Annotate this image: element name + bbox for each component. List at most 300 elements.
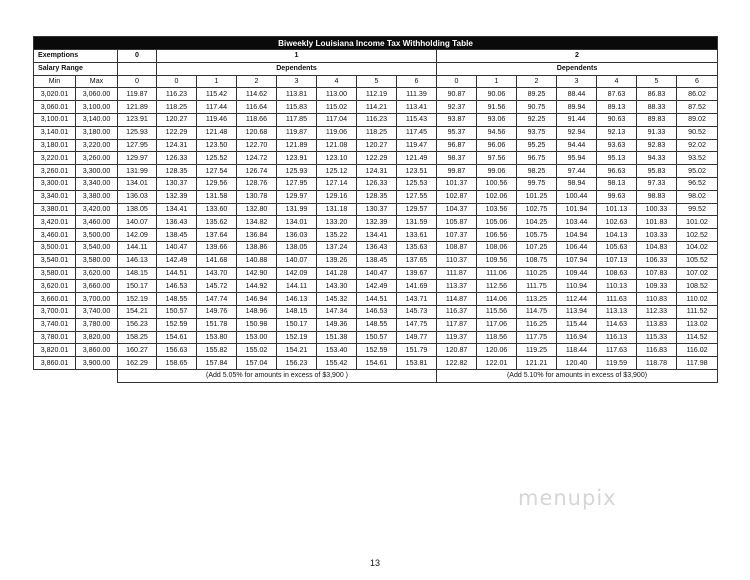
tax-amount-cell: 138.05: [118, 203, 157, 216]
tax-amount-cell: 154.61: [357, 357, 397, 370]
salary-min-cell: 3,540.01: [34, 254, 76, 267]
table-title: Biweekly Louisiana Income Tax Withholding Table: [34, 37, 718, 50]
tax-amount-cell: 102.87: [437, 190, 477, 203]
tax-amount-cell: 136.03: [118, 190, 157, 203]
table-body: [34, 88, 718, 370]
tax-amount-cell: 160.27: [118, 344, 157, 357]
tax-amount-cell: 142.09: [277, 267, 317, 280]
salary-max-cell: 3,540.00: [76, 241, 118, 254]
dependent-count-header: 4: [597, 75, 637, 88]
salary-min-cell: 3,820.01: [34, 344, 76, 357]
tax-amount-cell: 96.63: [597, 165, 637, 178]
tax-amount-cell: 154.61: [157, 331, 197, 344]
salary-max-cell: 3,900.00: [76, 357, 118, 370]
tax-amount-cell: 156.23: [277, 357, 317, 370]
excess-note-2: (Add 5.10% for amounts in excess of $3,900): [437, 369, 718, 382]
tax-amount-cell: 146.53: [357, 305, 397, 318]
tax-amount-cell: 123.91: [277, 152, 317, 165]
tax-amount-cell: 86.83: [637, 88, 677, 101]
tax-amount-cell: 111.75: [517, 280, 557, 293]
tax-amount-cell: 104.13: [597, 229, 637, 242]
tax-amount-cell: 99.75: [517, 177, 557, 190]
tax-amount-cell: 150.57: [357, 331, 397, 344]
tax-amount-cell: 129.56: [197, 177, 237, 190]
tax-amount-cell: 120.40: [557, 357, 597, 370]
tax-amount-cell: 112.33: [637, 305, 677, 318]
tax-amount-cell: 125.52: [197, 152, 237, 165]
tax-amount-cell: 146.13: [118, 254, 157, 267]
tax-amount-cell: 93.87: [437, 113, 477, 126]
tax-amount-cell: 92.37: [437, 101, 477, 114]
salary-min-cell: 3,020.01: [34, 88, 76, 101]
max-header: Max: [76, 75, 118, 88]
tax-amount-cell: 89.94: [557, 101, 597, 114]
tax-amount-cell: 119.87: [277, 126, 317, 139]
tax-amount-cell: 95.83: [637, 165, 677, 178]
tax-amount-cell: 108.63: [597, 267, 637, 280]
withholding-table: [33, 36, 718, 383]
table-row: [34, 152, 718, 165]
tax-amount-cell: 113.37: [437, 280, 477, 293]
table-row: [34, 88, 718, 101]
tax-amount-cell: 115.43: [397, 113, 437, 126]
tax-amount-cell: 114.75: [517, 305, 557, 318]
tax-amount-cell: 139.26: [317, 254, 357, 267]
salary-min-cell: 3,140.01: [34, 126, 76, 139]
tax-amount-cell: 116.64: [237, 101, 277, 114]
tax-amount-cell: 92.94: [557, 126, 597, 139]
salary-min-cell: 3,860.01: [34, 357, 76, 370]
tax-amount-cell: 134.82: [237, 216, 277, 229]
tax-amount-cell: 115.56: [477, 305, 517, 318]
tax-amount-cell: 116.13: [597, 331, 637, 344]
tax-amount-cell: 114.62: [237, 88, 277, 101]
tax-amount-cell: 115.83: [277, 101, 317, 114]
tax-amount-cell: 135.22: [317, 229, 357, 242]
tax-amount-cell: 90.87: [437, 88, 477, 101]
tax-amount-cell: 95.02: [677, 165, 718, 178]
page-number: 13: [369, 558, 380, 568]
tax-amount-cell: 132.39: [157, 190, 197, 203]
tax-amount-cell: 131.59: [397, 216, 437, 229]
tax-amount-cell: 90.75: [517, 101, 557, 114]
salary-max-cell: 3,380.00: [76, 190, 118, 203]
tax-amount-cell: 120.68: [237, 126, 277, 139]
tax-amount-cell: 157.84: [197, 357, 237, 370]
salary-max-cell: 3,820.00: [76, 331, 118, 344]
tax-amount-cell: 139.67: [397, 267, 437, 280]
salary-max-cell: 3,180.00: [76, 126, 118, 139]
tax-amount-cell: 142.49: [357, 280, 397, 293]
tax-amount-cell: 109.44: [557, 267, 597, 280]
tax-amount-cell: 149.77: [397, 331, 437, 344]
salary-max-cell: 3,100.00: [76, 101, 118, 114]
tax-amount-cell: 92.83: [637, 139, 677, 152]
tax-amount-cell: 138.05: [277, 241, 317, 254]
tax-amount-cell: 106.56: [477, 229, 517, 242]
tax-amount-cell: 115.44: [557, 318, 597, 331]
tax-amount-cell: 148.55: [157, 293, 197, 306]
tax-amount-cell: 117.44: [197, 101, 237, 114]
tax-amount-cell: 158.25: [118, 331, 157, 344]
tax-amount-cell: 119.37: [437, 331, 477, 344]
tax-amount-cell: 117.63: [597, 344, 637, 357]
tax-amount-cell: 129.16: [317, 190, 357, 203]
table-row: [34, 216, 718, 229]
tax-amount-cell: 118.56: [477, 331, 517, 344]
tax-amount-cell: 123.50: [197, 139, 237, 152]
tax-amount-cell: 117.87: [437, 318, 477, 331]
watermark-logo: menupix: [518, 486, 617, 510]
tax-amount-cell: 110.02: [677, 293, 718, 306]
tax-amount-cell: 92.25: [517, 113, 557, 126]
tax-amount-cell: 136.84: [237, 229, 277, 242]
table-row: [34, 293, 718, 306]
tax-amount-cell: 91.44: [557, 113, 597, 126]
salary-max-cell: 3,260.00: [76, 152, 118, 165]
table-row: [34, 101, 718, 114]
tax-amount-cell: 121.49: [397, 152, 437, 165]
tax-amount-cell: 150.17: [118, 280, 157, 293]
tax-amount-cell: 104.94: [557, 229, 597, 242]
tax-amount-cell: 131.58: [197, 190, 237, 203]
tax-amount-cell: 136.43: [157, 216, 197, 229]
tax-amount-cell: 117.04: [317, 113, 357, 126]
tax-amount-cell: 106.33: [637, 254, 677, 267]
tax-amount-cell: 127.95: [118, 139, 157, 152]
salary-min-cell: 3,580.01: [34, 267, 76, 280]
tax-amount-cell: 137.24: [317, 241, 357, 254]
tax-amount-cell: 157.04: [237, 357, 277, 370]
dependent-count-header: 2: [237, 75, 277, 88]
salary-max-cell: 3,580.00: [76, 254, 118, 267]
tax-amount-cell: 91.33: [637, 126, 677, 139]
tax-amount-cell: 98.02: [677, 190, 718, 203]
tax-amount-cell: 122.29: [157, 126, 197, 139]
tax-amount-cell: 127.95: [277, 177, 317, 190]
tax-amount-cell: 88.44: [557, 88, 597, 101]
tax-amount-cell: 117.06: [477, 318, 517, 331]
tax-amount-cell: 127.55: [397, 190, 437, 203]
tax-amount-cell: 95.25: [517, 139, 557, 152]
tax-amount-cell: 93.52: [677, 152, 718, 165]
tax-amount-cell: 113.02: [677, 318, 718, 331]
tax-amount-cell: 153.40: [317, 344, 357, 357]
tax-amount-cell: 113.41: [397, 101, 437, 114]
salary-max-cell: 3,340.00: [76, 177, 118, 190]
tax-amount-cell: 134.01: [118, 177, 157, 190]
tax-amount-cell: 97.56: [477, 152, 517, 165]
tax-amount-cell: 154.21: [118, 305, 157, 318]
tax-amount-cell: 113.00: [317, 88, 357, 101]
tax-amount-cell: 121.08: [317, 139, 357, 152]
table-row: [34, 139, 718, 152]
tax-amount-cell: 111.06: [477, 267, 517, 280]
tax-amount-cell: 152.59: [357, 344, 397, 357]
salary-min-cell: 3,780.01: [34, 331, 76, 344]
tax-amount-cell: 107.13: [597, 254, 637, 267]
tax-amount-cell: 94.56: [477, 126, 517, 139]
tax-amount-cell: 135.63: [397, 241, 437, 254]
tax-amount-cell: 93.75: [517, 126, 557, 139]
tax-amount-cell: 92.13: [597, 126, 637, 139]
tax-amount-cell: 144.11: [277, 280, 317, 293]
tax-amount-cell: 143.70: [197, 267, 237, 280]
tax-amount-cell: 117.98: [677, 357, 718, 370]
tax-amount-cell: 147.34: [317, 305, 357, 318]
table-row: [34, 113, 718, 126]
tax-amount-cell: 140.47: [357, 267, 397, 280]
tax-amount-cell: 98.94: [557, 177, 597, 190]
tax-amount-cell: 104.02: [677, 241, 718, 254]
tax-amount-cell: 107.02: [677, 267, 718, 280]
tax-amount-cell: 125.93: [118, 126, 157, 139]
tax-amount-cell: 130.37: [157, 177, 197, 190]
dependent-count-header: 6: [397, 75, 437, 88]
tax-amount-cell: 86.02: [677, 88, 718, 101]
tax-amount-cell: 110.13: [597, 280, 637, 293]
tax-amount-cell: 117.45: [397, 126, 437, 139]
tax-amount-cell: 101.83: [637, 216, 677, 229]
table-row: [34, 203, 718, 216]
salary-max-cell: 3,740.00: [76, 305, 118, 318]
dependent-count-header: 0: [157, 75, 197, 88]
tax-amount-cell: 114.21: [357, 101, 397, 114]
min-header: Min: [34, 75, 76, 88]
tax-amount-cell: 113.83: [637, 318, 677, 331]
tax-amount-cell: 108.75: [517, 254, 557, 267]
tax-amount-cell: 116.94: [557, 331, 597, 344]
exemptions-row: [34, 50, 718, 63]
dependent-count-header: 6: [677, 75, 718, 88]
tax-amount-cell: 120.27: [357, 139, 397, 152]
tax-amount-cell: 124.31: [357, 165, 397, 178]
tax-amount-cell: 93.06: [477, 113, 517, 126]
empty-cell: [118, 62, 157, 75]
tax-amount-cell: 144.51: [157, 267, 197, 280]
salary-max-cell: 3,500.00: [76, 229, 118, 242]
tax-amount-cell: 137.64: [197, 229, 237, 242]
tax-amount-cell: 91.56: [477, 101, 517, 114]
tax-amount-cell: 113.81: [277, 88, 317, 101]
blank-cell: [34, 369, 118, 382]
tax-amount-cell: 129.57: [397, 203, 437, 216]
table-row: [34, 177, 718, 190]
tax-amount-cell: 102.63: [597, 216, 637, 229]
salary-min-cell: 3,100.01: [34, 113, 76, 126]
tax-amount-cell: 150.57: [157, 305, 197, 318]
tax-amount-cell: 119.87: [118, 88, 157, 101]
tax-amount-cell: 107.25: [517, 241, 557, 254]
table-row: [34, 241, 718, 254]
tax-amount-cell: 110.83: [637, 293, 677, 306]
tax-amount-cell: 150.17: [277, 318, 317, 331]
tax-amount-cell: 121.89: [277, 139, 317, 152]
tax-amount-cell: 109.56: [477, 254, 517, 267]
tax-amount-cell: 98.37: [437, 152, 477, 165]
tax-amount-cell: 101.02: [677, 216, 718, 229]
salary-min-cell: 3,620.01: [34, 280, 76, 293]
tax-amount-cell: 125.12: [317, 165, 357, 178]
salary-max-cell: 3,780.00: [76, 318, 118, 331]
tax-amount-cell: 100.56: [477, 177, 517, 190]
tax-amount-cell: 96.06: [477, 139, 517, 152]
tax-amount-cell: 111.87: [437, 267, 477, 280]
tax-amount-cell: 92.02: [677, 139, 718, 152]
tax-amount-cell: 133.60: [197, 203, 237, 216]
tax-amount-cell: 119.47: [397, 139, 437, 152]
tax-amount-cell: 153.80: [197, 331, 237, 344]
tax-amount-cell: 152.19: [277, 331, 317, 344]
tax-amount-cell: 128.76: [237, 177, 277, 190]
tax-amount-cell: 128.35: [357, 190, 397, 203]
salary-max-cell: 3,860.00: [76, 344, 118, 357]
table-row: [34, 357, 718, 370]
tax-amount-cell: 105.63: [597, 241, 637, 254]
tax-amount-cell: 112.56: [477, 280, 517, 293]
salary-min-cell: 3,380.01: [34, 203, 76, 216]
tax-amount-cell: 109.33: [637, 280, 677, 293]
tax-amount-cell: 123.51: [397, 165, 437, 178]
tax-amount-cell: 128.35: [157, 165, 197, 178]
salary-max-cell: 3,300.00: [76, 165, 118, 178]
tax-amount-cell: 115.33: [637, 331, 677, 344]
tax-amount-cell: 126.74: [237, 165, 277, 178]
tax-amount-cell: 148.15: [277, 305, 317, 318]
salary-min-cell: 3,260.01: [34, 165, 76, 178]
dependent-count-header: 0: [118, 75, 157, 88]
tax-amount-cell: 106.44: [557, 241, 597, 254]
tax-amount-cell: 101.37: [437, 177, 477, 190]
tax-amount-cell: 144.51: [357, 293, 397, 306]
tax-amount-cell: 87.52: [677, 101, 718, 114]
tax-amount-cell: 113.94: [557, 305, 597, 318]
tax-amount-cell: 122.01: [477, 357, 517, 370]
dependent-count-header: 0: [437, 75, 477, 88]
tax-amount-cell: 124.31: [157, 139, 197, 152]
tax-amount-cell: 90.52: [677, 126, 718, 139]
table-row: [34, 190, 718, 203]
tax-amount-cell: 138.86: [237, 241, 277, 254]
tax-amount-cell: 122.29: [357, 152, 397, 165]
tax-amount-cell: 90.06: [477, 88, 517, 101]
tax-amount-cell: 158.65: [157, 357, 197, 370]
tax-amount-cell: 125.53: [397, 177, 437, 190]
tax-amount-cell: 125.93: [277, 165, 317, 178]
tax-amount-cell: 97.44: [557, 165, 597, 178]
tax-amount-cell: 139.66: [197, 241, 237, 254]
tax-amount-cell: 116.23: [357, 113, 397, 126]
tax-amount-cell: 104.37: [437, 203, 477, 216]
dependent-count-header: 3: [277, 75, 317, 88]
tax-amount-cell: 131.18: [317, 203, 357, 216]
tax-amount-cell: 116.02: [677, 344, 718, 357]
tax-amount-cell: 96.75: [517, 152, 557, 165]
tax-amount-cell: 147.75: [397, 318, 437, 331]
tax-amount-cell: 133.20: [317, 216, 357, 229]
tax-amount-cell: 141.68: [197, 254, 237, 267]
tax-amount-cell: 98.25: [517, 165, 557, 178]
tax-amount-cell: 105.75: [517, 229, 557, 242]
tax-amount-cell: 122.70: [237, 139, 277, 152]
tax-amount-cell: 105.52: [677, 254, 718, 267]
tax-amount-cell: 156.63: [157, 344, 197, 357]
tax-amount-cell: 99.87: [437, 165, 477, 178]
tax-amount-cell: 108.87: [437, 241, 477, 254]
salary-min-cell: 3,420.01: [34, 216, 76, 229]
tax-amount-cell: 110.94: [557, 280, 597, 293]
table-row: [34, 165, 718, 178]
tax-amount-cell: 156.23: [118, 318, 157, 331]
tax-amount-cell: 120.27: [157, 113, 197, 126]
tax-amount-cell: 140.47: [157, 241, 197, 254]
tax-amount-cell: 114.63: [597, 318, 637, 331]
tax-amount-cell: 147.74: [197, 293, 237, 306]
tax-amount-cell: 119.59: [597, 357, 637, 370]
salary-range-label: Salary Range: [34, 62, 118, 75]
tax-amount-cell: 102.06: [477, 190, 517, 203]
tax-amount-cell: 148.55: [357, 318, 397, 331]
tax-amount-cell: 145.72: [197, 280, 237, 293]
tax-amount-cell: 162.29: [118, 357, 157, 370]
tax-amount-cell: 134.41: [357, 229, 397, 242]
tax-amount-cell: 112.19: [357, 88, 397, 101]
tax-amount-cell: 89.13: [597, 101, 637, 114]
dependents-header-1: Dependents: [157, 62, 437, 75]
tax-amount-cell: 117.75: [517, 331, 557, 344]
tax-amount-cell: 114.06: [477, 293, 517, 306]
tax-amount-cell: 110.25: [517, 267, 557, 280]
salary-min-cell: 3,660.01: [34, 293, 76, 306]
tax-amount-cell: 113.13: [597, 305, 637, 318]
salary-max-cell: 3,220.00: [76, 139, 118, 152]
note-row: [34, 369, 718, 382]
tax-amount-cell: 141.69: [397, 280, 437, 293]
tax-amount-cell: 137.65: [397, 254, 437, 267]
salary-min-cell: 3,220.01: [34, 152, 76, 165]
exemptions-label: Exemptions: [34, 50, 118, 63]
tax-amount-cell: 119.06: [317, 126, 357, 139]
salary-min-cell: 3,500.01: [34, 241, 76, 254]
tax-amount-cell: 121.48: [197, 126, 237, 139]
tax-amount-cell: 108.06: [477, 241, 517, 254]
salary-max-cell: 3,460.00: [76, 216, 118, 229]
exemptions-2-header: 2: [437, 50, 718, 63]
tax-amount-cell: 89.02: [677, 113, 718, 126]
tax-amount-cell: 129.97: [118, 152, 157, 165]
tax-amount-cell: 155.82: [197, 344, 237, 357]
tax-amount-cell: 144.11: [118, 241, 157, 254]
tax-amount-cell: 116.83: [637, 344, 677, 357]
salary-min-cell: 3,060.01: [34, 101, 76, 114]
tax-amount-cell: 121.21: [517, 357, 557, 370]
tax-amount-cell: 148.96: [237, 305, 277, 318]
tax-amount-cell: 134.41: [157, 203, 197, 216]
tax-amount-cell: 87.63: [597, 88, 637, 101]
tax-amount-cell: 111.63: [597, 293, 637, 306]
tax-amount-cell: 118.25: [357, 126, 397, 139]
tax-amount-cell: 95.37: [437, 126, 477, 139]
tax-amount-cell: 103.33: [637, 229, 677, 242]
tax-amount-cell: 141.28: [317, 267, 357, 280]
tax-amount-cell: 115.02: [317, 101, 357, 114]
tax-amount-cell: 144.92: [237, 280, 277, 293]
table-row: [34, 305, 718, 318]
tax-amount-cell: 152.19: [118, 293, 157, 306]
dependent-count-header: 1: [477, 75, 517, 88]
tax-amount-cell: 123.10: [317, 152, 357, 165]
tax-amount-cell: 130.78: [237, 190, 277, 203]
